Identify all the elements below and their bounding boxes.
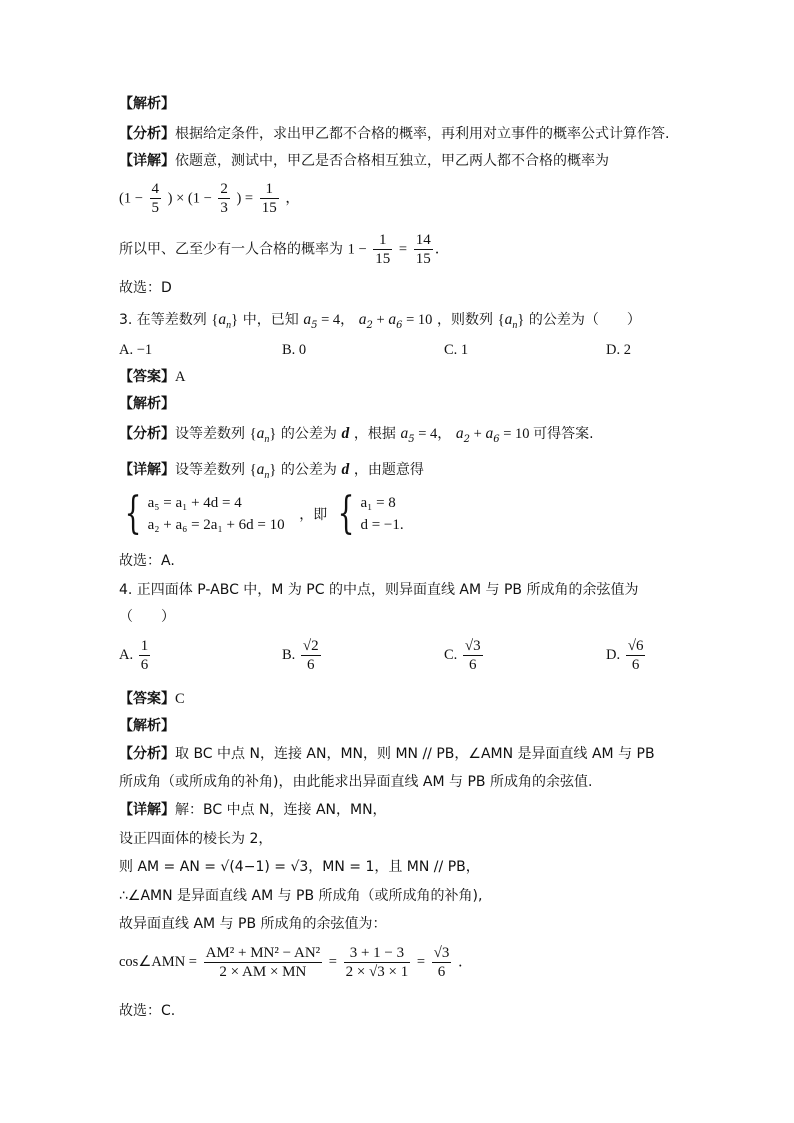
q4-option-a: A. $\frac{1}{6}$ xyxy=(119,638,149,673)
q2-answer: 故选：D xyxy=(119,280,172,296)
left-brace: { xyxy=(337,488,355,539)
q4-line3: 则 AM = AN = √(4−1) = √3，MN = 1，且 MN // PB， xyxy=(119,859,480,875)
fraction: $\frac{2}{3}$ xyxy=(220,181,228,216)
q3-option-d: D. 2 xyxy=(606,342,631,358)
q3-daan: 【答案】A xyxy=(119,369,186,385)
q2-jiexi-heading: 【解析】 xyxy=(119,96,175,112)
q4-option-b: B. $\frac{√2}{6}$ xyxy=(282,638,319,673)
q2-xiangjie: 【详解】依题意，测试中，甲乙是否合格相互独立，甲乙两人都不合格的概率为 xyxy=(119,153,609,169)
q3-xiangjie: 【详解】设等差数列 $\{a_n\}$ 的公差为 d ，由题意得 xyxy=(119,461,424,481)
q4-option-d: D. $\frac{√6}{6}$ xyxy=(606,638,644,673)
q4-line4: ∴∠AMN 是异面直线 AM 与 PB 所成角（或所成角的补角), xyxy=(119,888,483,904)
q4-daan: 【答案】C xyxy=(119,691,185,707)
q4-stem: 4. 正四面体 P-ABC 中，M 为 PC 的中点，则异面直线 AM 与 PB 所成角的余弦值为 xyxy=(119,582,639,598)
q3-answer: 故选：A. xyxy=(119,553,175,569)
q4-cos-formula: cos∠AMN = $\frac{\text{AM² + MN² − AN²}}{2 \times AM \times MN}$ = $\frac{3 + 1 - 3}{2 \times √3 \times 1}$ = $\frac{√3}{6}$ . xyxy=(119,945,463,980)
q2-calc1: (1 − $\frac{4}{5}$ ) × (1 − $\frac{2}{3}$ ) = $\frac{1}{15}$ ， xyxy=(119,181,300,216)
q4-xiangjie-line1: 【详解】解：BC 中点 N，连接 AN，MN， xyxy=(119,802,387,818)
fraction: $\frac{√3}{6}$ xyxy=(464,638,481,673)
fraction: $\frac{√6}{6}$ xyxy=(627,638,644,673)
q4-line2: 设正四面体的棱长为 2， xyxy=(119,831,273,847)
q4-jiexi-heading: 【解析】 xyxy=(119,718,175,734)
q2-fenxi: 【分析】根据给定条件，求出甲乙都不合格的概率，再利用对立事件的概率公式计算作答. xyxy=(119,126,670,142)
fraction: $\frac{1}{15}$ xyxy=(375,232,391,267)
fraction: $\frac{3 + 1 - 3}{2 \times √3 \times 1}$ xyxy=(345,945,409,980)
q4-option-c: C. $\frac{√3}{6}$ xyxy=(444,638,481,673)
q3-fenxi: 【分析】设等差数列 $\{a_n\}$ 的公差为 d ，根据 $a_5 = 4$， $a_2 + a_6 = 10$ 可得答案. xyxy=(119,425,594,445)
q3-option-b: B. 0 xyxy=(282,342,307,358)
fraction: $\frac{\text{AM² + MN² − AN²}}{2 \times AM \times MN}$ xyxy=(205,945,321,980)
fraction: $\frac{4}{5}$ xyxy=(151,181,159,216)
q4-line5: 故异面直线 AM 与 PB 所成角的余弦值为： xyxy=(119,916,387,932)
fraction: $\frac{14}{15}$ xyxy=(415,232,431,267)
q3-option-a: A. −1 xyxy=(119,342,153,358)
q3-option-c: C. 1 xyxy=(444,342,469,358)
q3-equation-system: { a₅ = a₁ + 4d = 4 a₂ + a₆ = 2a₁ + 6d = 10 ，即 { a₁ = 8 d = −1. xyxy=(124,488,404,539)
q4-stem-paren: （ ） xyxy=(119,609,175,625)
fraction: $\frac{√3}{6}$ xyxy=(433,945,450,980)
left-brace: { xyxy=(124,488,142,539)
q4-answer: 故选：C. xyxy=(119,1003,176,1019)
fraction: $\frac{√2}{6}$ xyxy=(302,638,319,673)
fraction: $\frac{1}{15}$ xyxy=(261,181,277,216)
fraction: $\frac{1}{6}$ xyxy=(140,638,149,673)
q3-stem: 3. 在等差数列 $\{a_n\}$ 中，已知 $a_5 = 4$， $a_2 + a_6 = 10$ ，则数列 $\{a_n\}$ 的公差为（ ） xyxy=(119,311,641,331)
q4-fenxi-line2: 所成角（或所成角的补角)，由此能求出异面直线 AM 与 PB 所成角的余弦值. xyxy=(119,774,593,790)
q4-fenxi-line1: 【分析】取 BC 中点 N，连接 AN，MN，则 MN // PB，∠AMN 是异面直线 AM 与 PB xyxy=(119,746,655,762)
q2-calc2: 所以甲、乙至少有一人合格的概率为 1 − $\frac{1}{15}$ = $\frac{14}{15}$ . xyxy=(119,232,440,267)
q3-jiexi-heading: 【解析】 xyxy=(119,396,175,412)
